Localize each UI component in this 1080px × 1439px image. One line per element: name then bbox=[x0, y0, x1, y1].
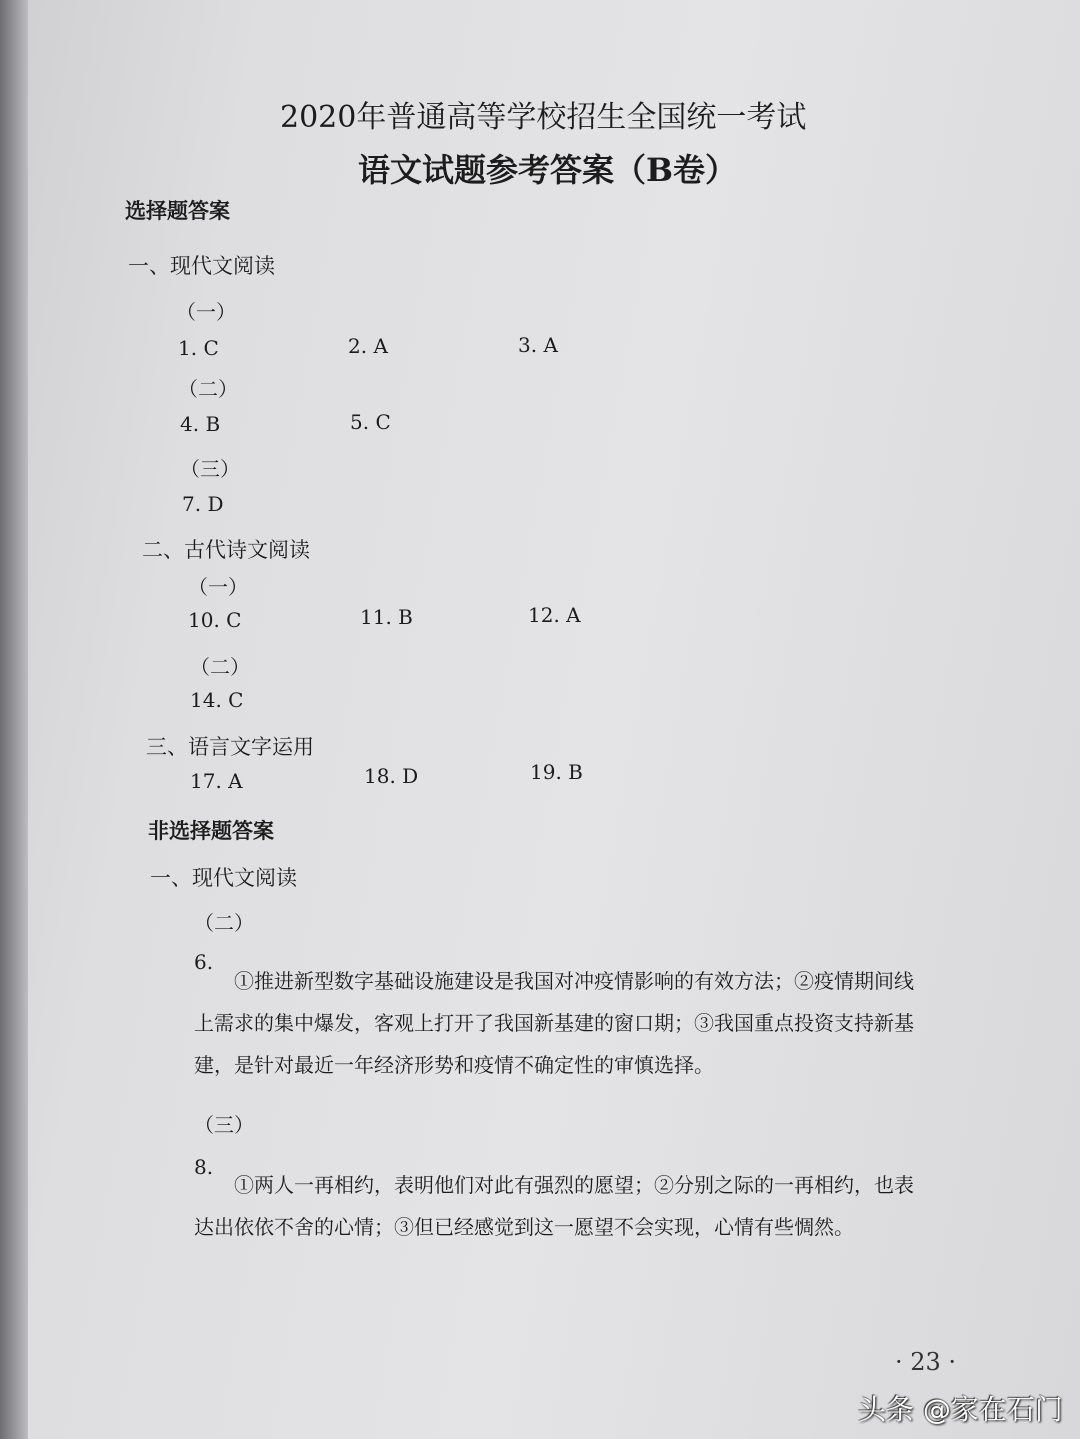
answer: 7. D bbox=[182, 492, 224, 516]
answer-line: 达出依依不舍的心情；③但已经感觉到这一愿望不会实现，心情有些惆然。 bbox=[194, 1215, 854, 1239]
question-number: 6. bbox=[194, 950, 214, 974]
answer: 11. B bbox=[360, 605, 413, 629]
watermark: 头条 @家在石门 bbox=[858, 1393, 1063, 1426]
answer: 18. D bbox=[364, 764, 419, 788]
answer-6 bbox=[194, 960, 964, 1086]
answer: 2. A bbox=[348, 334, 388, 358]
answer-key-title: 语文试题参考答案（B卷） bbox=[358, 151, 738, 189]
answer: 14. C bbox=[190, 688, 244, 712]
part-label: （二） bbox=[194, 911, 254, 935]
part-label: （一） bbox=[188, 575, 248, 599]
part-label: （二） bbox=[190, 655, 250, 679]
exam-title: 2020年普通高等学校招生全国统一考试 bbox=[280, 100, 807, 135]
answer: 3. A bbox=[518, 333, 558, 357]
answer-line: ①两人一再相约，表明他们对此有强烈的愿望；②分别之际的一再相约，也表 bbox=[234, 1173, 914, 1197]
nmc-heading: 非选择题答案 bbox=[148, 819, 274, 843]
mc-s3-heading: 三、语言文字运用 bbox=[146, 735, 314, 759]
part-label: （二） bbox=[178, 377, 238, 401]
answer: 4. B bbox=[180, 412, 221, 436]
part-label: （一） bbox=[176, 300, 236, 324]
answer: 19. B bbox=[530, 760, 583, 784]
page-number: · 23 · bbox=[895, 1348, 957, 1376]
mc-s2-heading: 二、古代诗文阅读 bbox=[142, 538, 310, 562]
mc-heading: 选择题答案 bbox=[125, 199, 230, 223]
answer: 5. C bbox=[350, 410, 391, 434]
answer-line: 建，是针对最近一年经济形势和疫情不确定性的审慎选择。 bbox=[194, 1053, 714, 1077]
nmc-s1-heading: 一、现代文阅读 bbox=[150, 866, 297, 890]
mc-s1-heading: 一、现代文阅读 bbox=[128, 254, 275, 278]
answer: 10. C bbox=[188, 608, 242, 632]
question-number: 8. bbox=[194, 1155, 214, 1179]
answer: 1. C bbox=[178, 336, 219, 360]
answer-8 bbox=[194, 1164, 974, 1248]
part-label: （三） bbox=[194, 1113, 254, 1137]
answer-line: 上需求的集中爆发，客观上打开了我国新基建的窗口期；③我国重点投资支持新基 bbox=[194, 1011, 914, 1035]
answer-line: ①推进新型数字基础设施建设是我国对冲疫情影响的有效方法；②疫情期间线 bbox=[234, 969, 914, 993]
answer: 12. A bbox=[528, 603, 581, 627]
answer: 17. A bbox=[190, 769, 243, 793]
binding-edge bbox=[0, 0, 28, 1439]
part-label: （三） bbox=[180, 457, 240, 481]
